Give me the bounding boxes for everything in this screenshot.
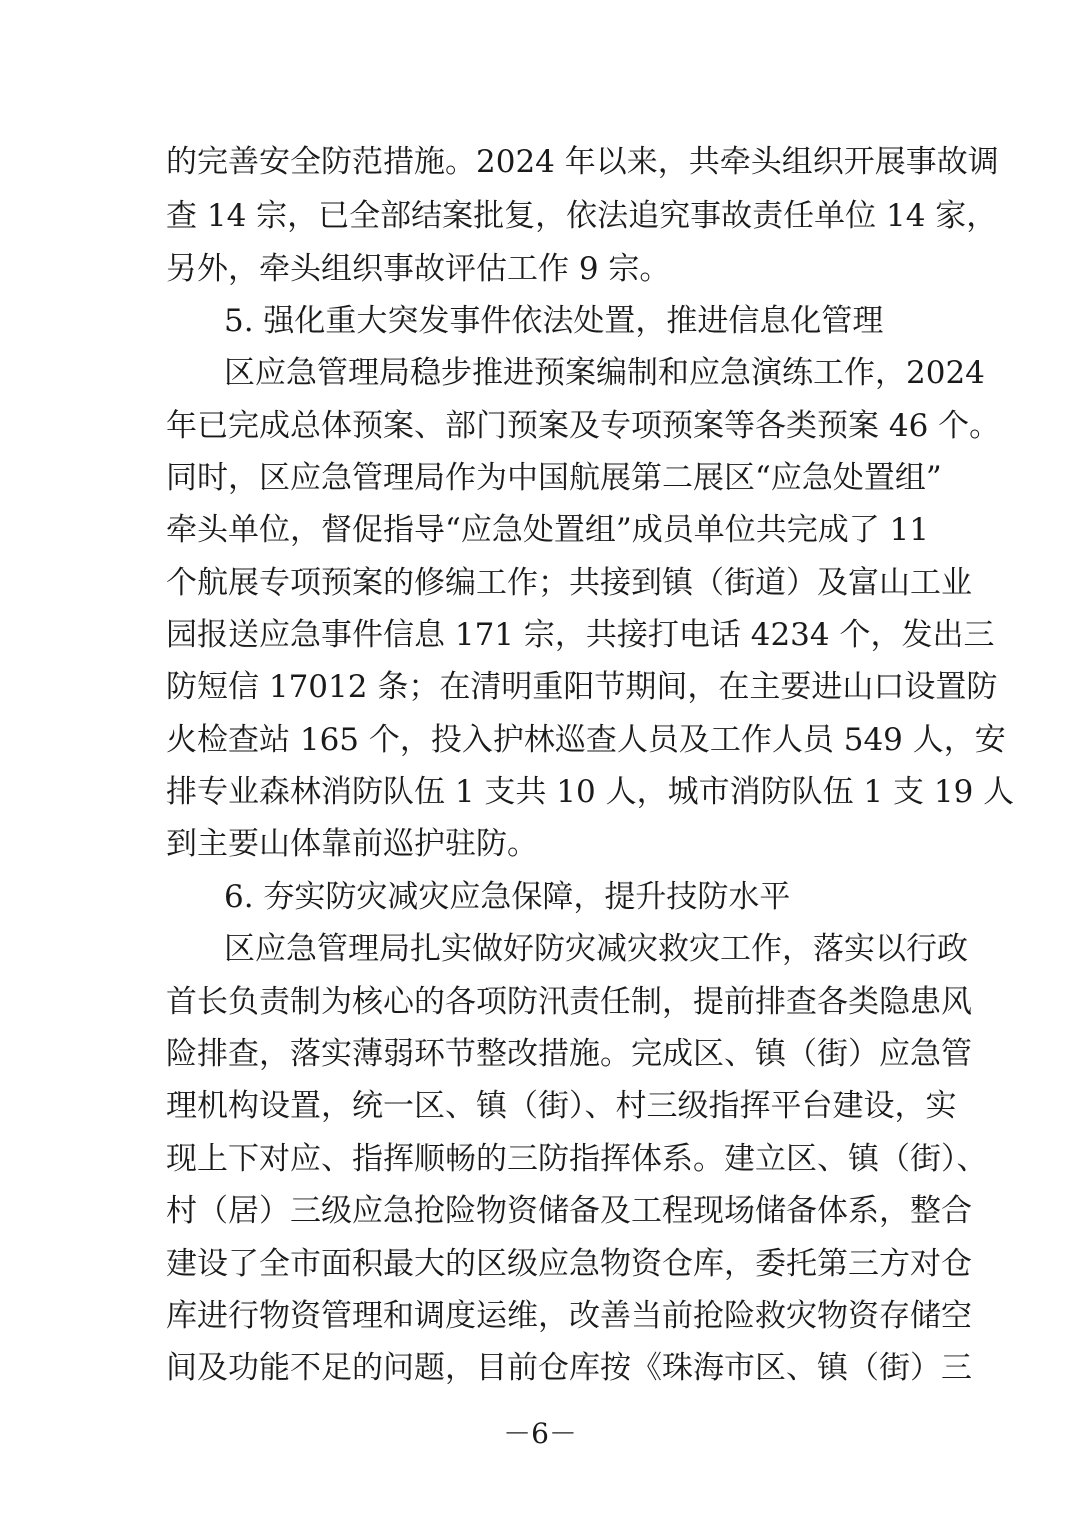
paragraph-line: 现上下对应、指挥顺畅的三防指挥体系。建立区、镇（街）、: [166, 1141, 988, 1177]
paragraph-line: 村（居）三级应急抢险物资储备及工程现场储备体系，整合: [166, 1193, 972, 1229]
paragraph-line: 间及功能不足的问题，目前仓库按《珠海市区、镇（街）三: [166, 1350, 972, 1386]
paragraph-line: 理机构设置，统一区、镇（街）、村三级指挥平台建设，实: [166, 1088, 957, 1124]
paragraph-line: 查 14 宗，已全部结案批复，依法追究事故责任单位 14 家，: [166, 198, 998, 234]
paragraph-line: 排专业森林消防队伍 1 支共 10 人，城市消防队伍 1 支 19 人: [166, 774, 1015, 810]
paragraph-line: 防短信 17012 条；在清明重阳节期间，在主要进山口设置防: [166, 669, 998, 705]
paragraph-line: 险排查，落实薄弱环节整改措施。完成区、镇（街）应急管: [166, 1036, 972, 1072]
paragraph-line: 的完善安全防范措施。2024 年以来，共牵头组织开展事故调: [166, 144, 999, 180]
paragraph-line: 园报送应急事件信息 171 宗，共接打电话 4234 个，发出三: [166, 617, 995, 653]
paragraph-line: 到主要山体靠前巡护驻防。: [166, 826, 538, 862]
paragraph-line: 年已完成总体预案、部门预案及专项预案等各类预案 46 个。: [166, 408, 1001, 444]
section-heading: 6. 夯实防灾减灾应急保障，提升技防水平: [224, 879, 791, 915]
paragraph-line: 另外，牵头组织事故评估工作 9 宗。: [166, 251, 671, 287]
paragraph-line: 首长负责制为核心的各项防汛责任制，提前排查各类隐患风: [166, 984, 972, 1020]
paragraph-line: 牵头单位，督促指导“应急处置组”成员单位共完成了 11: [166, 512, 929, 548]
paragraph-line: 库进行物资管理和调度运维，改善当前抢险救灾物资存储空: [166, 1298, 972, 1334]
page-number: －6－: [503, 1417, 577, 1450]
paragraph-line: 区应急管理局稳步推进预案编制和应急演练工作，2024: [224, 355, 985, 391]
paragraph-line: 个航展专项预案的修编工作；共接到镇（街道）及富山工业: [166, 565, 972, 601]
paragraph-line: 火检查站 165 个，投入护林巡查人员及工作人员 549 人，安: [166, 722, 1006, 758]
section-heading: 5. 强化重大突发事件依法处置，推进信息化管理: [224, 303, 884, 339]
paragraph-line: 建设了全市面积最大的区级应急物资仓库，委托第三方对仓: [166, 1246, 972, 1282]
paragraph-line: 同时，区应急管理局作为中国航展第二展区“应急处置组”: [166, 460, 942, 496]
paragraph-line: 区应急管理局扎实做好防灾减灾救灾工作，落实以行政: [224, 931, 968, 967]
